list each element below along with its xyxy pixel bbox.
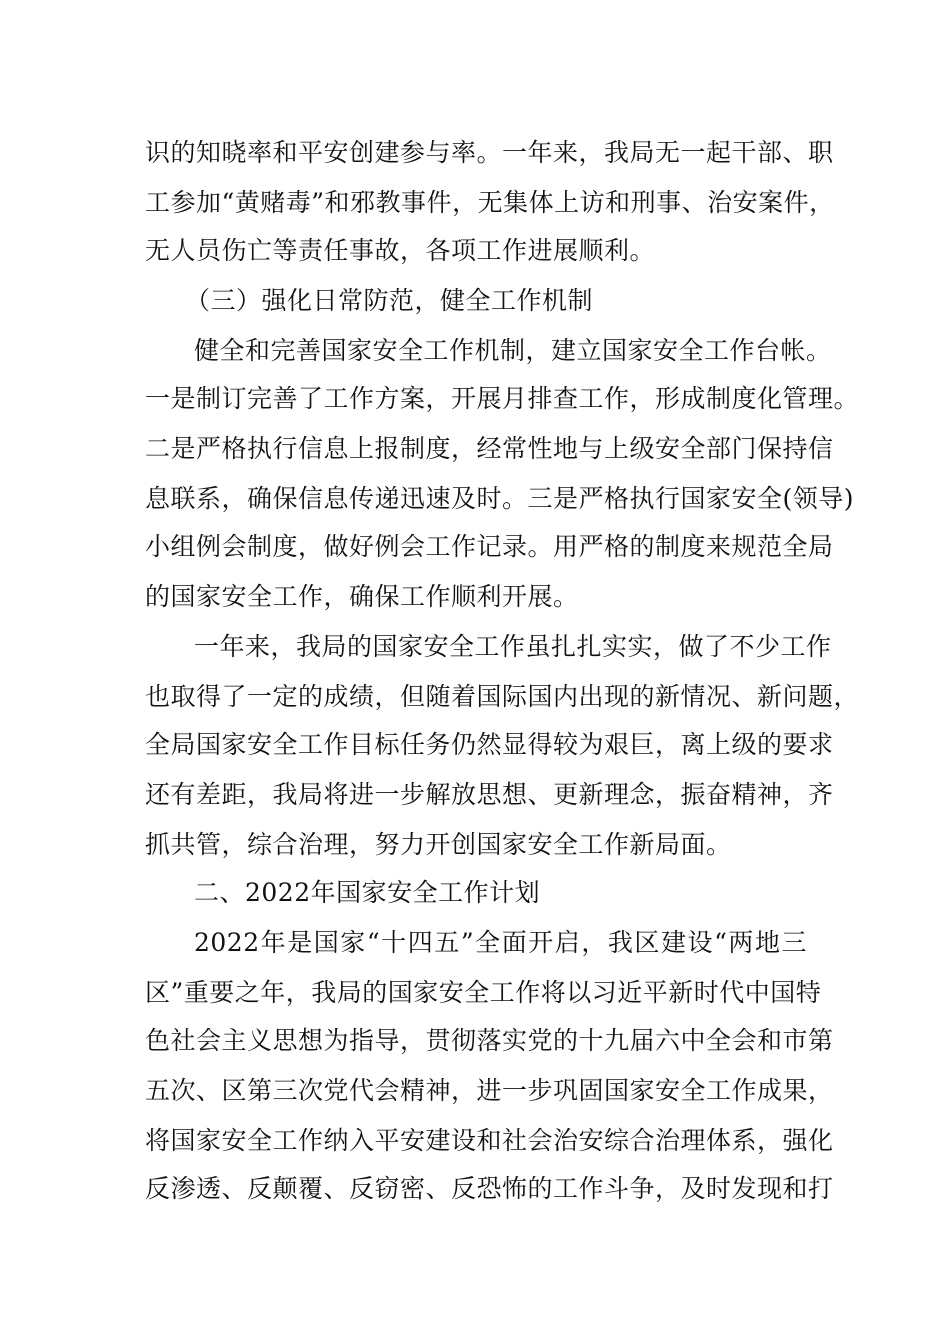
section-heading: （三）强化日常防范，健全工作机制 (185, 286, 594, 315)
paragraph-line: 还有差距，我局将进一步解放思想、更新理念，振奋精神，齐 (145, 780, 834, 809)
paragraph-line: 也取得了一定的成绩，但随着国际国内出现的新情况、新问题， (145, 682, 860, 711)
paragraph-line: 抓共管，综合治理，努力开创国家安全工作新局面。 (145, 830, 732, 859)
paragraph-line: 将国家安全工作纳入平安建设和社会治安综合治理体系，强化 (145, 1126, 834, 1155)
paragraph-line: 健全和完善国家安全工作机制，建立国家安全工作台帐。 (194, 336, 832, 365)
paragraph-line: 反渗透、反颠覆、反窃密、反恐怖的工作斗争，及时发现和打 (145, 1174, 834, 1203)
paragraph-line: 无人员伤亡等责任事故，各项工作进展顺利。 (145, 236, 656, 265)
paragraph-line: 全局国家安全工作目标任务仍然显得较为艰巨，离上级的要求 (145, 730, 834, 759)
paragraph-line: 识的知晓率和平安创建参与率。一年来，我局无一起干部、职 (145, 138, 834, 167)
paragraph-line: 二是严格执行信息上报制度，经常性地与上级安全部门保持信 (145, 434, 834, 463)
paragraph-line: 2022年是国家“十四五”全面开启，我区建设“两地三 (194, 928, 807, 957)
paragraph-line: 五次、区第三次党代会精神，进一步巩固国家安全工作成果， (145, 1076, 834, 1105)
paragraph-line: 色社会主义思想为指导，贯彻落实党的十九届六中全会和市第 (145, 1026, 834, 1055)
paragraph-line: 一年来，我局的国家安全工作虽扎扎实实，做了不少工作 (194, 632, 832, 661)
paragraph-line: 工参加“黄赌毒”和邪教事件，无集体上访和刑事、治安案件， (145, 188, 835, 217)
paragraph-line: 息联系，确保信息传递迅速及时。三是严格执行国家安全(领导) (145, 484, 855, 513)
paragraph-line: 小组例会制度，做好例会工作记录。用严格的制度来规范全局 (145, 532, 834, 561)
paragraph-line: 区”重要之年，我局的国家安全工作将以习近平新时代中国特 (145, 978, 822, 1007)
paragraph-line: 的国家安全工作，确保工作顺利开展。 (145, 582, 579, 611)
paragraph-line: 一是制订完善了工作方案，开展月排查工作，形成制度化管理。 (145, 384, 860, 413)
section-heading: 二、2022年国家安全工作计划 (194, 878, 541, 907)
